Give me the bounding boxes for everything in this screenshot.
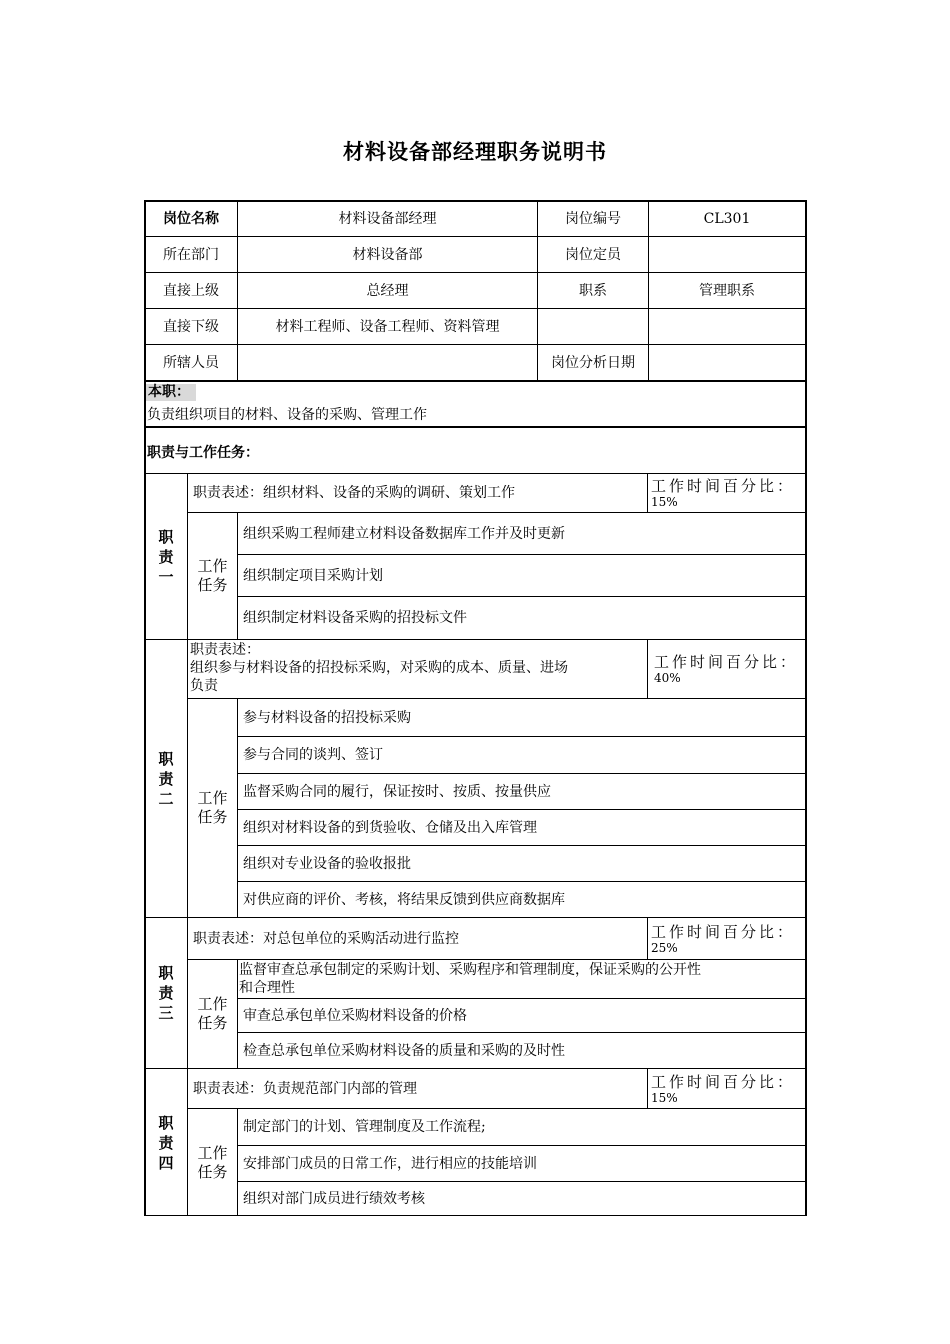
value-blank-r4 (649, 309, 805, 344)
duty-2-name: 职 责 二 (158, 749, 174, 808)
duty-3-task: 监督审查总承包制定的采购计划、采购程序和管理制度，保证采购的公开性 和合理性 (239, 962, 701, 996)
value-staff (238, 345, 537, 380)
duty-1-name: 职 责 一 (158, 527, 174, 586)
duty-2-task: 组织对专业设备的验收报批 (243, 855, 411, 872)
label-department: 所在部门 (163, 246, 219, 263)
duty-4-pct: 工作时间百分比： 15% (651, 1072, 796, 1105)
duty-3-name: 职 责 三 (158, 964, 174, 1022)
value-position-name: 材料设备部经理 (338, 210, 437, 227)
duty-4-task: 制定部门的计划、管理制度及工作流程; (243, 1119, 486, 1135)
duties-heading: 职责与工作任务： (147, 445, 259, 461)
label-analysis-date: 岗位分析日期 (551, 354, 635, 371)
label-superior: 直接上级 (163, 282, 219, 299)
duty-3-task: 检查总承包单位采购材料设备的质量和采购的及时性 (243, 1042, 565, 1059)
duty-1-task: 组织制定项目采购计划 (243, 567, 383, 584)
value-superior: 总经理 (366, 282, 409, 299)
label-headcount: 岗位定员 (565, 246, 621, 263)
duty-3-desc: 职责表述：对总包单位的采购活动进行监控 (193, 930, 459, 947)
duty-2-task: 组织对材料设备的到货验收、仓储及出入库管理 (243, 819, 537, 836)
value-analysis-date (649, 345, 805, 380)
duty-1-desc: 职责表述：组织材料、设备的采购的调研、策划工作 (193, 485, 515, 501)
label-position-name: 岗位名称 (163, 210, 219, 227)
duty-4-task: 组织对部门成员进行绩效考核 (243, 1191, 425, 1207)
duty-4-desc: 职责表述：负责规范部门内部的管理 (193, 1080, 417, 1097)
label-blank-r4 (538, 309, 648, 344)
duty-2-task-label: 工作 任务 (197, 789, 228, 826)
value-headcount (649, 237, 805, 272)
duty-4-task: 安排部门成员的日常工作，进行相应的技能培训 (243, 1155, 537, 1172)
duty-2-task: 参与合同的谈判、签订 (243, 747, 383, 763)
duty-3-task-label: 工作 任务 (197, 995, 228, 1032)
duty-2-task: 对供应商的评价、考核，将结果反馈到供应商数据库 (243, 891, 565, 908)
benzhi-label: 本职： (146, 384, 196, 401)
duty-2-pct: 工作时间百分比： 40% (654, 653, 799, 685)
duty-4-name: 职 责 四 (158, 1113, 174, 1172)
duty-1-task: 组织采购工程师建立材料设备数据库工作并及时更新 (243, 525, 565, 542)
label-job-family: 职系 (579, 282, 607, 299)
label-staff: 所辖人员 (163, 354, 219, 371)
value-position-code: CL301 (703, 210, 751, 227)
label-position-code: 岗位编号 (565, 210, 621, 227)
duty-1-task-label: 工作 任务 (197, 557, 228, 594)
value-department: 材料设备部 (352, 246, 423, 263)
duty-1-task: 组织制定材料设备采购的招投标文件 (243, 610, 467, 626)
duty-3-pct: 工作时间百分比： 25% (651, 922, 796, 955)
duty-3-task: 审查总承包单位采购材料设备的价格 (243, 1007, 467, 1024)
duty-2-task: 参与材料设备的招投标采购 (243, 709, 411, 726)
value-subordinates: 材料工程师、设备工程师、资料管理 (275, 318, 500, 335)
label-subordinates: 直接下级 (163, 318, 219, 335)
duty-1-pct: 工作时间百分比： 15% (651, 477, 796, 509)
page-title: 材料设备部经理职务说明书 (343, 140, 607, 164)
duty-4-task-label: 工作 任务 (197, 1143, 228, 1181)
value-job-family: 管理职系 (699, 282, 755, 299)
duty-2-task: 监督采购合同的履行，保证按时、按质、按量供应 (243, 783, 551, 800)
duty-2-desc: 职责表述： 组织参与材料设备的招投标采购，对采购的成本、质量、进场 负责 (190, 642, 568, 694)
benzhi-text: 负责组织项目的材料、设备的采购、管理工作 (147, 407, 427, 423)
